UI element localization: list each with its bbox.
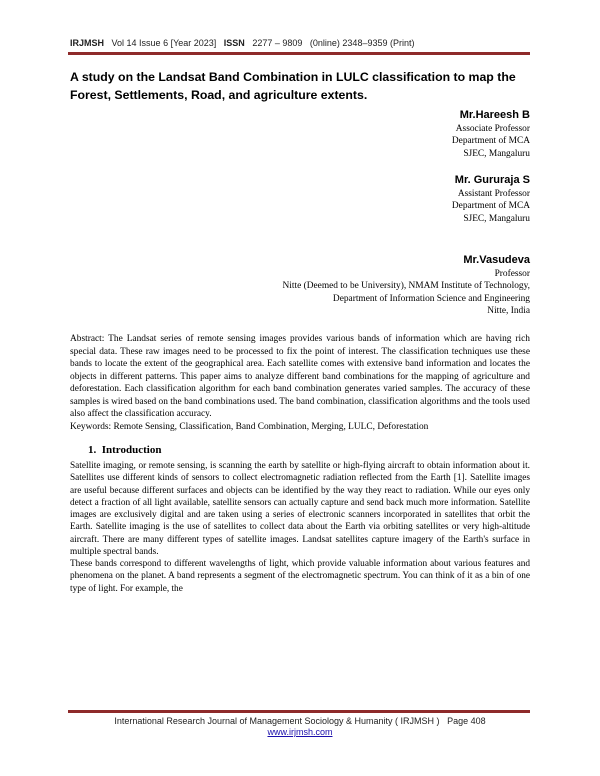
footer-rule (68, 710, 530, 713)
author-name: Mr.Vasudeva (463, 254, 530, 266)
body-text (70, 460, 530, 595)
keywords: Keywords: Remote Sensing, Classification, Band Combination, Merging, LULC, Deforestation (70, 421, 429, 432)
abstract-text: Abstract: The Landsat series of remote sensing images provides various bands of information which are having rich special data. These raw images need to be processed to fix the point of interest. The classification techniques use these bands to locate the extent of the geographical area. Each satellite comes with extensive band information and locates the objects in different patterns. This paper aims to analyze different band combinations for the mapping of agriculture and deforestation. Each classification algorithm for each band combination generates varied samples. The accuracy of these samples is wired based on the band combinations used. The band combination, classification algorithms and the tools used also affect the classification accuracy. (70, 334, 530, 419)
author-affiliation-line: SJEC, Mangaluru (463, 213, 530, 224)
author-affiliation-line: Professor (494, 269, 530, 279)
footer-line (70, 716, 530, 726)
author-block-3 (283, 252, 530, 317)
header-rule (68, 52, 530, 55)
author-affiliation-line: SJEC, Mangaluru (463, 148, 530, 159)
page-number: Page 408 (447, 716, 486, 726)
journal-abbrev: IRJMSH (70, 38, 105, 48)
author-name: Mr.Hareesh B (459, 109, 530, 121)
author-affiliation-line: Nitte, India (487, 305, 530, 316)
issn-online: (0nline) 2348–9359 (Print) (309, 38, 415, 48)
section-title: Introduction (101, 444, 162, 456)
section-number: 1. (88, 444, 97, 456)
paragraph: Satellite imaging, or remote sensing, is scanning the earth by satellite or high-flying aircraft to obtain information about it. Satellites use different kinds of sensors to collect electromagnetic radiation reflected from the Earth [1]. Satellite images are useful because different surfaces and objects can be identified by the way they react to radiation. While our eyes only detect a fraction of all light available, satellite sensors can actually capture and send back much more information. Satellite images are exclusively digital and are taken using a series of electronic scanners incorporated in satellites that orbit the Earth. Satellite imaging is the use of satellites to collect data about the Earth via orbiting satellites or very high-altitude aircraft. There are many different types of satellite images. Landsat satellites capture imagery of the Earth's surface in multiple spectral bands. (70, 461, 530, 557)
issn-label: ISSN (223, 38, 245, 48)
author-name: Mr. Gururaja S (454, 174, 530, 186)
journal-full-name: International Research Journal of Management Sociology & Humanity ( IRJMSH ) (114, 716, 440, 726)
author-affiliation-line: Nitte (Deemed to be University), NMAM Institute of Technology, (282, 281, 530, 292)
author-affiliation-line: Department of Information Science and Engineering (332, 293, 530, 304)
author-affiliation-line: Department of MCA (451, 136, 530, 147)
author-block-2 (452, 172, 530, 225)
author-affiliation-line: Associate Professor (455, 124, 530, 134)
issn-print: 2277 – 9809 (252, 38, 303, 48)
paper-title: A study on the Landsat Band Combination in LULC classification to map the Forest, Settlements, Road, and agriculture extents. (70, 70, 516, 102)
abstract (70, 333, 530, 433)
running-header (70, 38, 530, 48)
author-block-1 (452, 107, 530, 160)
author-affiliation-line: Department of MCA (451, 201, 530, 212)
author-affiliation-line: Assistant Professor (457, 189, 530, 199)
running-footer (70, 716, 530, 737)
paragraph: These bands correspond to different wavelengths of light, which provide valuable information about various features and phenomena on the planet. A band represents a segment of the electromagnetic spectrum. You can think of it as a bin of one type of light. For example, the (70, 559, 530, 594)
journal-url-link[interactable]: www.irjmsh.com (267, 727, 333, 737)
volume-info: Vol 14 Issue 6 [Year 2023] (111, 38, 217, 48)
section-heading (88, 444, 161, 456)
